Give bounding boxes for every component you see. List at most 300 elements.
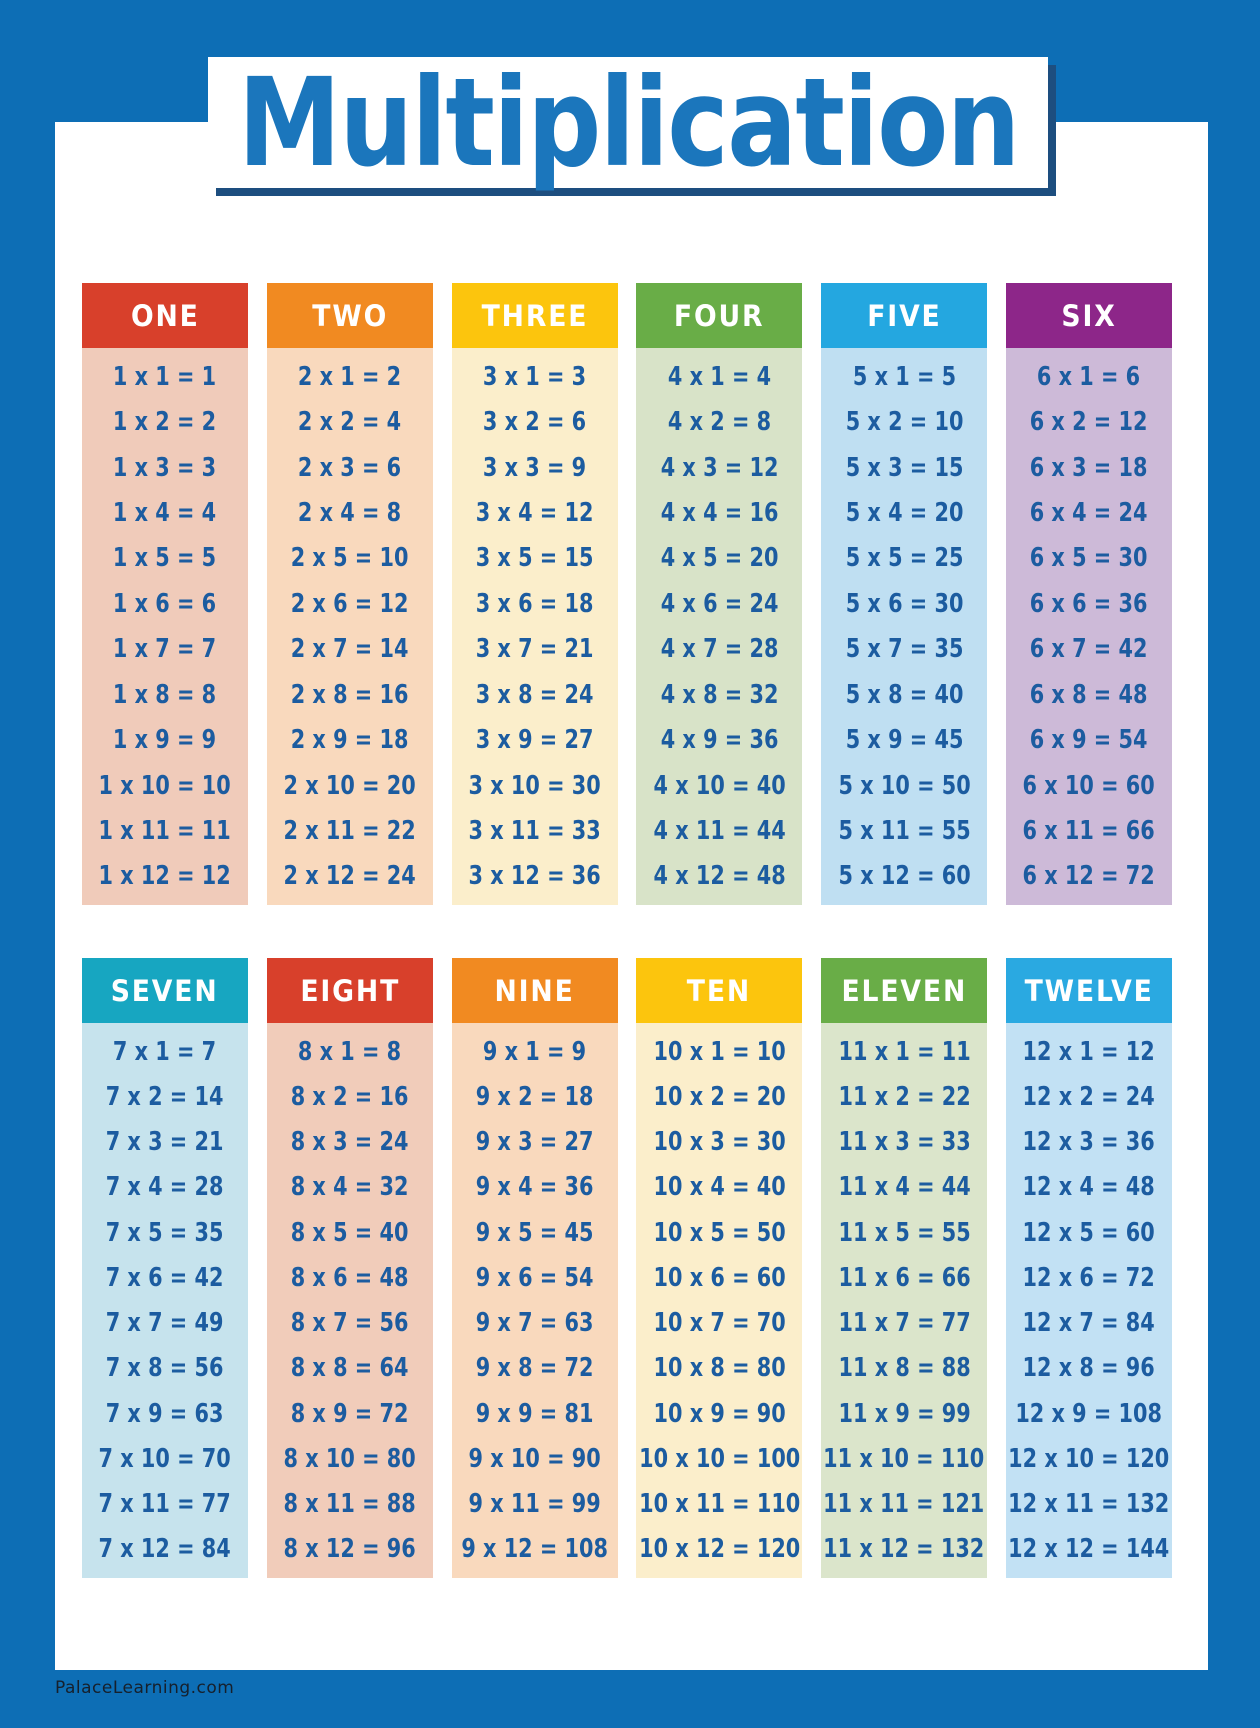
fact-row: [821, 1074, 987, 1119]
fact-equation: 3 x 11 = 33: [468, 815, 601, 846]
fact-row: [821, 854, 987, 899]
column-body-six: [1006, 348, 1172, 905]
fact-equation: 8 x 5 = 40: [290, 1217, 409, 1248]
fact-row: [82, 717, 248, 762]
fact-row: [82, 763, 248, 808]
fact-equation: 10 x 6 = 60: [653, 1262, 786, 1293]
column-header-label: SEVEN: [111, 973, 219, 1008]
column-header-label: THREE: [481, 298, 588, 333]
fact-equation: 9 x 3 = 27: [475, 1127, 594, 1158]
fact-equation: 1 x 8 = 8: [113, 679, 217, 710]
column-body-seven: [82, 1023, 248, 1578]
column-three: [452, 283, 618, 905]
fact-equation: 9 x 12 = 108: [461, 1534, 608, 1565]
fact-equation: 9 x 6 = 54: [475, 1262, 594, 1293]
column-one: [82, 283, 248, 905]
fact-row: [452, 1391, 618, 1436]
multiplication-table-one-to-six: [82, 283, 1172, 905]
fact-row: [82, 854, 248, 899]
fact-row: [636, 1255, 802, 1300]
fact-equation: 4 x 3 = 12: [660, 452, 779, 483]
fact-row: [636, 1436, 802, 1481]
fact-row: [452, 490, 618, 535]
fact-row: [267, 672, 433, 717]
fact-equation: 3 x 10 = 30: [468, 770, 601, 801]
fact-equation: 4 x 5 = 20: [660, 543, 779, 574]
fact-equation: 12 x 2 = 24: [1022, 1081, 1156, 1112]
fact-row: [452, 1029, 618, 1074]
column-body-one: [82, 348, 248, 905]
fact-equation: 2 x 1 = 2: [298, 361, 402, 392]
fact-row: [452, 717, 618, 762]
column-body-twelve: [1006, 1023, 1172, 1578]
fact-row: [267, 763, 433, 808]
fact-equation: 4 x 12 = 48: [653, 861, 786, 892]
fact-row: [821, 1255, 987, 1300]
fact-equation: 9 x 9 = 81: [475, 1398, 594, 1429]
fact-row: [452, 1120, 618, 1165]
fact-row: [821, 581, 987, 626]
column-header-label: ELEVEN: [841, 973, 968, 1008]
column-header-label: TWELVE: [1024, 973, 1154, 1008]
page-title: Multiplication: [237, 51, 1019, 194]
fact-row: [82, 1391, 248, 1436]
column-twelve: [1006, 958, 1172, 1578]
column-body-eleven: [821, 1023, 987, 1578]
fact-equation: 7 x 8 = 56: [106, 1353, 224, 1384]
fact-equation: 9 x 2 = 18: [475, 1081, 594, 1112]
fact-row: [821, 399, 987, 444]
column-header-one: [82, 283, 248, 348]
fact-equation: 7 x 10 = 70: [98, 1443, 232, 1474]
fact-equation: 10 x 9 = 90: [653, 1398, 786, 1429]
fact-equation: 5 x 8 = 40: [845, 679, 964, 710]
fact-equation: 7 x 2 = 14: [106, 1081, 224, 1112]
fact-row: [452, 445, 618, 490]
fact-equation: 6 x 11 = 66: [1022, 815, 1156, 846]
fact-row: [821, 354, 987, 399]
fact-equation: 7 x 11 = 77: [98, 1489, 232, 1520]
fact-equation: 5 x 4 = 20: [845, 497, 964, 528]
fact-row: [82, 536, 248, 581]
column-header-four: [636, 283, 802, 348]
fact-row: [82, 627, 248, 672]
fact-row: [1006, 1210, 1172, 1255]
fact-row: [1006, 399, 1172, 444]
fact-equation: 7 x 4 = 28: [106, 1172, 224, 1203]
fact-row: [267, 808, 433, 853]
fact-equation: 11 x 4 = 44: [838, 1172, 971, 1203]
fact-equation: 6 x 2 = 12: [1030, 407, 1148, 438]
fact-row: [821, 1029, 987, 1074]
fact-row: [82, 1301, 248, 1346]
fact-row: [452, 672, 618, 717]
fact-equation: 5 x 11 = 55: [838, 815, 971, 846]
column-header-eleven: [821, 958, 987, 1023]
column-body-four: [636, 348, 802, 905]
fact-equation: 3 x 9 = 27: [475, 725, 594, 756]
fact-row: [267, 627, 433, 672]
fact-row: [452, 1165, 618, 1210]
fact-row: [1006, 354, 1172, 399]
fact-equation: 10 x 10 = 100: [638, 1443, 800, 1474]
fact-row: [821, 490, 987, 535]
fact-equation: 8 x 3 = 24: [290, 1127, 409, 1158]
fact-row: [1006, 1482, 1172, 1527]
fact-row: [452, 808, 618, 853]
fact-equation: 2 x 8 = 16: [290, 679, 409, 710]
fact-equation: 6 x 8 = 48: [1030, 679, 1148, 710]
fact-equation: 10 x 7 = 70: [653, 1308, 786, 1339]
fact-equation: 5 x 2 = 10: [845, 407, 964, 438]
fact-equation: 3 x 8 = 24: [475, 679, 594, 710]
column-header-three: [452, 283, 618, 348]
fact-equation: 9 x 1 = 9: [482, 1036, 587, 1067]
fact-equation: 6 x 12 = 72: [1022, 861, 1156, 892]
column-header-label: TEN: [687, 973, 752, 1008]
column-body-eight: [267, 1023, 433, 1578]
fact-row: [821, 1120, 987, 1165]
fact-equation: 1 x 10 = 10: [98, 770, 232, 801]
fact-row: [267, 1482, 433, 1527]
fact-equation: 6 x 9 = 54: [1030, 725, 1148, 756]
fact-row: [267, 445, 433, 490]
fact-row: [82, 1346, 248, 1391]
fact-row: [82, 581, 248, 626]
fact-row: [1006, 717, 1172, 762]
fact-row: [1006, 1391, 1172, 1436]
fact-row: [636, 399, 802, 444]
fact-row: [267, 581, 433, 626]
fact-row: [1006, 1120, 1172, 1165]
fact-row: [1006, 1527, 1172, 1572]
column-header-label: SIX: [1061, 298, 1117, 333]
column-four: [636, 283, 802, 905]
fact-row: [1006, 1165, 1172, 1210]
fact-row: [82, 490, 248, 535]
fact-equation: 7 x 1 = 7: [113, 1036, 217, 1067]
fact-row: [452, 1346, 618, 1391]
fact-row: [1006, 1074, 1172, 1119]
column-body-two: [267, 348, 433, 905]
fact-row: [267, 354, 433, 399]
fact-row: [821, 627, 987, 672]
fact-row: [636, 1120, 802, 1165]
fact-equation: 1 x 11 = 11: [98, 815, 232, 846]
fact-equation: 2 x 7 = 14: [290, 634, 409, 665]
column-body-five: [821, 348, 987, 905]
fact-row: [821, 1346, 987, 1391]
fact-row: [267, 1210, 433, 1255]
fact-equation: 11 x 11 = 121: [823, 1489, 985, 1520]
fact-equation: 7 x 7 = 49: [106, 1308, 224, 1339]
fact-equation: 10 x 11 = 110: [638, 1489, 800, 1520]
column-header-seven: [82, 958, 248, 1023]
fact-row: [1006, 581, 1172, 626]
fact-equation: 8 x 4 = 32: [290, 1172, 409, 1203]
fact-row: [636, 536, 802, 581]
fact-equation: 12 x 1 = 12: [1022, 1036, 1156, 1067]
fact-equation: 10 x 4 = 40: [653, 1172, 786, 1203]
fact-equation: 9 x 5 = 45: [475, 1217, 594, 1248]
fact-equation: 1 x 1 = 1: [113, 361, 217, 392]
fact-row: [267, 1074, 433, 1119]
fact-row: [821, 1391, 987, 1436]
fact-equation: 12 x 9 = 108: [1015, 1398, 1163, 1429]
fact-equation: 2 x 5 = 10: [290, 543, 409, 574]
fact-equation: 1 x 2 = 2: [113, 407, 217, 438]
fact-equation: 2 x 6 = 12: [290, 588, 409, 619]
fact-equation: 3 x 4 = 12: [475, 497, 594, 528]
fact-row: [452, 354, 618, 399]
fact-equation: 4 x 1 = 4: [667, 361, 772, 392]
column-header-six: [1006, 283, 1172, 348]
fact-row: [452, 1527, 618, 1572]
fact-row: [636, 672, 802, 717]
fact-row: [82, 1029, 248, 1074]
fact-equation: 8 x 8 = 64: [290, 1353, 409, 1384]
column-header-label: TWO: [311, 298, 388, 333]
column-header-five: [821, 283, 987, 348]
fact-equation: 1 x 6 = 6: [113, 588, 217, 619]
fact-equation: 6 x 3 = 18: [1030, 452, 1148, 483]
fact-row: [267, 1165, 433, 1210]
column-header-label: FOUR: [674, 298, 765, 333]
fact-equation: 11 x 8 = 88: [838, 1353, 971, 1384]
column-header-nine: [452, 958, 618, 1023]
fact-equation: 9 x 11 = 99: [468, 1489, 601, 1520]
column-header-ten: [636, 958, 802, 1023]
column-body-three: [452, 348, 618, 905]
column-header-twelve: [1006, 958, 1172, 1023]
fact-equation: 5 x 10 = 50: [838, 770, 971, 801]
fact-equation: 3 x 5 = 15: [475, 543, 594, 574]
fact-equation: 11 x 12 = 132: [823, 1534, 985, 1565]
fact-equation: 9 x 4 = 36: [475, 1172, 594, 1203]
fact-equation: 2 x 3 = 6: [298, 452, 402, 483]
fact-row: [82, 1482, 248, 1527]
fact-equation: 8 x 9 = 72: [290, 1398, 409, 1429]
fact-equation: 11 x 10 = 110: [823, 1443, 985, 1474]
fact-equation: 5 x 1 = 5: [852, 361, 956, 392]
column-header-eight: [267, 958, 433, 1023]
column-eight: [267, 958, 433, 1578]
column-header-label: ONE: [130, 298, 200, 333]
column-six: [1006, 283, 1172, 905]
fact-row: [452, 1301, 618, 1346]
fact-equation: 5 x 6 = 30: [845, 588, 964, 619]
footer-credit: PalaceLearning.com: [55, 1678, 235, 1698]
fact-equation: 12 x 11 = 132: [1008, 1489, 1170, 1520]
fact-row: [82, 1527, 248, 1572]
fact-row: [267, 1120, 433, 1165]
fact-row: [636, 854, 802, 899]
multiplication-table-seven-to-twelve: [82, 958, 1172, 1578]
fact-row: [452, 1255, 618, 1300]
fact-row: [82, 672, 248, 717]
fact-equation: 12 x 5 = 60: [1022, 1217, 1156, 1248]
fact-row: [1006, 808, 1172, 853]
fact-row: [636, 445, 802, 490]
fact-equation: 3 x 7 = 21: [475, 634, 594, 665]
fact-equation: 11 x 3 = 33: [838, 1127, 971, 1158]
fact-equation: 2 x 12 = 24: [283, 861, 416, 892]
fact-row: [452, 581, 618, 626]
fact-row: [636, 808, 802, 853]
fact-row: [1006, 854, 1172, 899]
fact-row: [82, 1074, 248, 1119]
fact-row: [1006, 672, 1172, 717]
fact-row: [1006, 490, 1172, 535]
fact-equation: 3 x 3 = 9: [482, 452, 587, 483]
fact-equation: 12 x 8 = 96: [1022, 1353, 1156, 1384]
fact-equation: 4 x 10 = 40: [653, 770, 786, 801]
fact-equation: 1 x 9 = 9: [113, 725, 217, 756]
fact-row: [452, 1074, 618, 1119]
fact-equation: 11 x 9 = 99: [838, 1398, 971, 1429]
column-body-nine: [452, 1023, 618, 1578]
fact-row: [267, 1301, 433, 1346]
fact-row: [267, 399, 433, 444]
fact-equation: 2 x 4 = 8: [298, 497, 402, 528]
fact-row: [821, 808, 987, 853]
fact-row: [636, 1029, 802, 1074]
fact-equation: 5 x 3 = 15: [845, 452, 964, 483]
fact-row: [82, 1436, 248, 1481]
fact-row: [1006, 536, 1172, 581]
column-eleven: [821, 958, 987, 1578]
fact-equation: 4 x 6 = 24: [660, 588, 779, 619]
fact-row: [267, 854, 433, 899]
fact-row: [452, 536, 618, 581]
fact-row: [821, 1301, 987, 1346]
fact-equation: 11 x 2 = 22: [838, 1081, 971, 1112]
fact-equation: 1 x 5 = 5: [113, 543, 217, 574]
fact-equation: 8 x 6 = 48: [290, 1262, 409, 1293]
fact-equation: 8 x 10 = 80: [283, 1443, 416, 1474]
fact-row: [636, 1346, 802, 1391]
fact-equation: 7 x 12 = 84: [98, 1534, 232, 1565]
fact-equation: 5 x 5 = 25: [845, 543, 964, 574]
fact-row: [821, 763, 987, 808]
fact-equation: 3 x 6 = 18: [475, 588, 594, 619]
fact-row: [452, 1482, 618, 1527]
fact-row: [267, 1255, 433, 1300]
fact-row: [821, 1482, 987, 1527]
fact-row: [636, 1301, 802, 1346]
fact-row: [636, 1165, 802, 1210]
fact-equation: 9 x 7 = 63: [475, 1308, 594, 1339]
fact-equation: 12 x 10 = 120: [1008, 1443, 1170, 1474]
fact-row: [821, 536, 987, 581]
column-nine: [452, 958, 618, 1578]
fact-row: [636, 1391, 802, 1436]
fact-row: [452, 1210, 618, 1255]
fact-equation: 2 x 11 = 22: [283, 815, 416, 846]
fact-row: [821, 1210, 987, 1255]
fact-equation: 4 x 8 = 32: [660, 679, 779, 710]
fact-equation: 11 x 7 = 77: [838, 1308, 971, 1339]
fact-row: [452, 1436, 618, 1481]
fact-row: [82, 1255, 248, 1300]
fact-row: [452, 627, 618, 672]
fact-row: [82, 808, 248, 853]
fact-row: [267, 1346, 433, 1391]
fact-equation: 10 x 5 = 50: [653, 1217, 786, 1248]
fact-row: [821, 445, 987, 490]
fact-equation: 1 x 12 = 12: [98, 861, 232, 892]
fact-equation: 12 x 6 = 72: [1022, 1262, 1156, 1293]
fact-row: [452, 854, 618, 899]
column-header-label: FIVE: [866, 298, 942, 333]
fact-row: [1006, 763, 1172, 808]
fact-row: [267, 536, 433, 581]
column-two: [267, 283, 433, 905]
fact-row: [267, 1391, 433, 1436]
fact-equation: 7 x 9 = 63: [106, 1398, 224, 1429]
fact-row: [82, 1120, 248, 1165]
fact-equation: 11 x 1 = 11: [838, 1036, 971, 1067]
fact-row: [82, 354, 248, 399]
column-header-two: [267, 283, 433, 348]
fact-row: [1006, 1436, 1172, 1481]
fact-equation: 10 x 12 = 120: [638, 1534, 800, 1565]
fact-row: [821, 1436, 987, 1481]
fact-equation: 2 x 2 = 4: [298, 407, 402, 438]
fact-equation: 9 x 8 = 72: [475, 1353, 594, 1384]
fact-row: [636, 1210, 802, 1255]
fact-equation: 10 x 3 = 30: [653, 1127, 786, 1158]
fact-equation: 8 x 12 = 96: [283, 1534, 416, 1565]
fact-row: [1006, 1346, 1172, 1391]
fact-equation: 12 x 3 = 36: [1022, 1127, 1156, 1158]
fact-row: [1006, 445, 1172, 490]
fact-equation: 2 x 10 = 20: [283, 770, 416, 801]
fact-equation: 11 x 6 = 66: [838, 1262, 971, 1293]
fact-row: [267, 1527, 433, 1572]
fact-equation: 7 x 6 = 42: [106, 1262, 224, 1293]
fact-row: [821, 717, 987, 762]
fact-equation: 4 x 7 = 28: [660, 634, 779, 665]
fact-equation: 12 x 7 = 84: [1022, 1308, 1156, 1339]
fact-equation: 7 x 3 = 21: [106, 1127, 224, 1158]
fact-row: [82, 445, 248, 490]
fact-row: [452, 399, 618, 444]
fact-equation: 10 x 2 = 20: [653, 1081, 786, 1112]
fact-row: [636, 627, 802, 672]
fact-equation: 5 x 12 = 60: [838, 861, 971, 892]
fact-row: [821, 1165, 987, 1210]
fact-equation: 6 x 5 = 30: [1030, 543, 1148, 574]
fact-row: [82, 1210, 248, 1255]
fact-equation: 4 x 2 = 8: [667, 407, 772, 438]
fact-equation: 9 x 10 = 90: [468, 1443, 601, 1474]
fact-row: [636, 490, 802, 535]
fact-equation: 2 x 9 = 18: [290, 725, 409, 756]
fact-row: [267, 717, 433, 762]
fact-row: [267, 1436, 433, 1481]
fact-equation: 5 x 7 = 35: [845, 634, 964, 665]
fact-equation: 4 x 9 = 36: [660, 725, 779, 756]
column-header-label: NINE: [494, 973, 575, 1008]
fact-row: [636, 763, 802, 808]
fact-row: [636, 1482, 802, 1527]
fact-equation: 10 x 1 = 10: [653, 1036, 786, 1067]
fact-row: [636, 581, 802, 626]
fact-equation: 11 x 5 = 55: [838, 1217, 971, 1248]
fact-equation: 8 x 2 = 16: [290, 1081, 409, 1112]
fact-equation: 4 x 4 = 16: [660, 497, 779, 528]
